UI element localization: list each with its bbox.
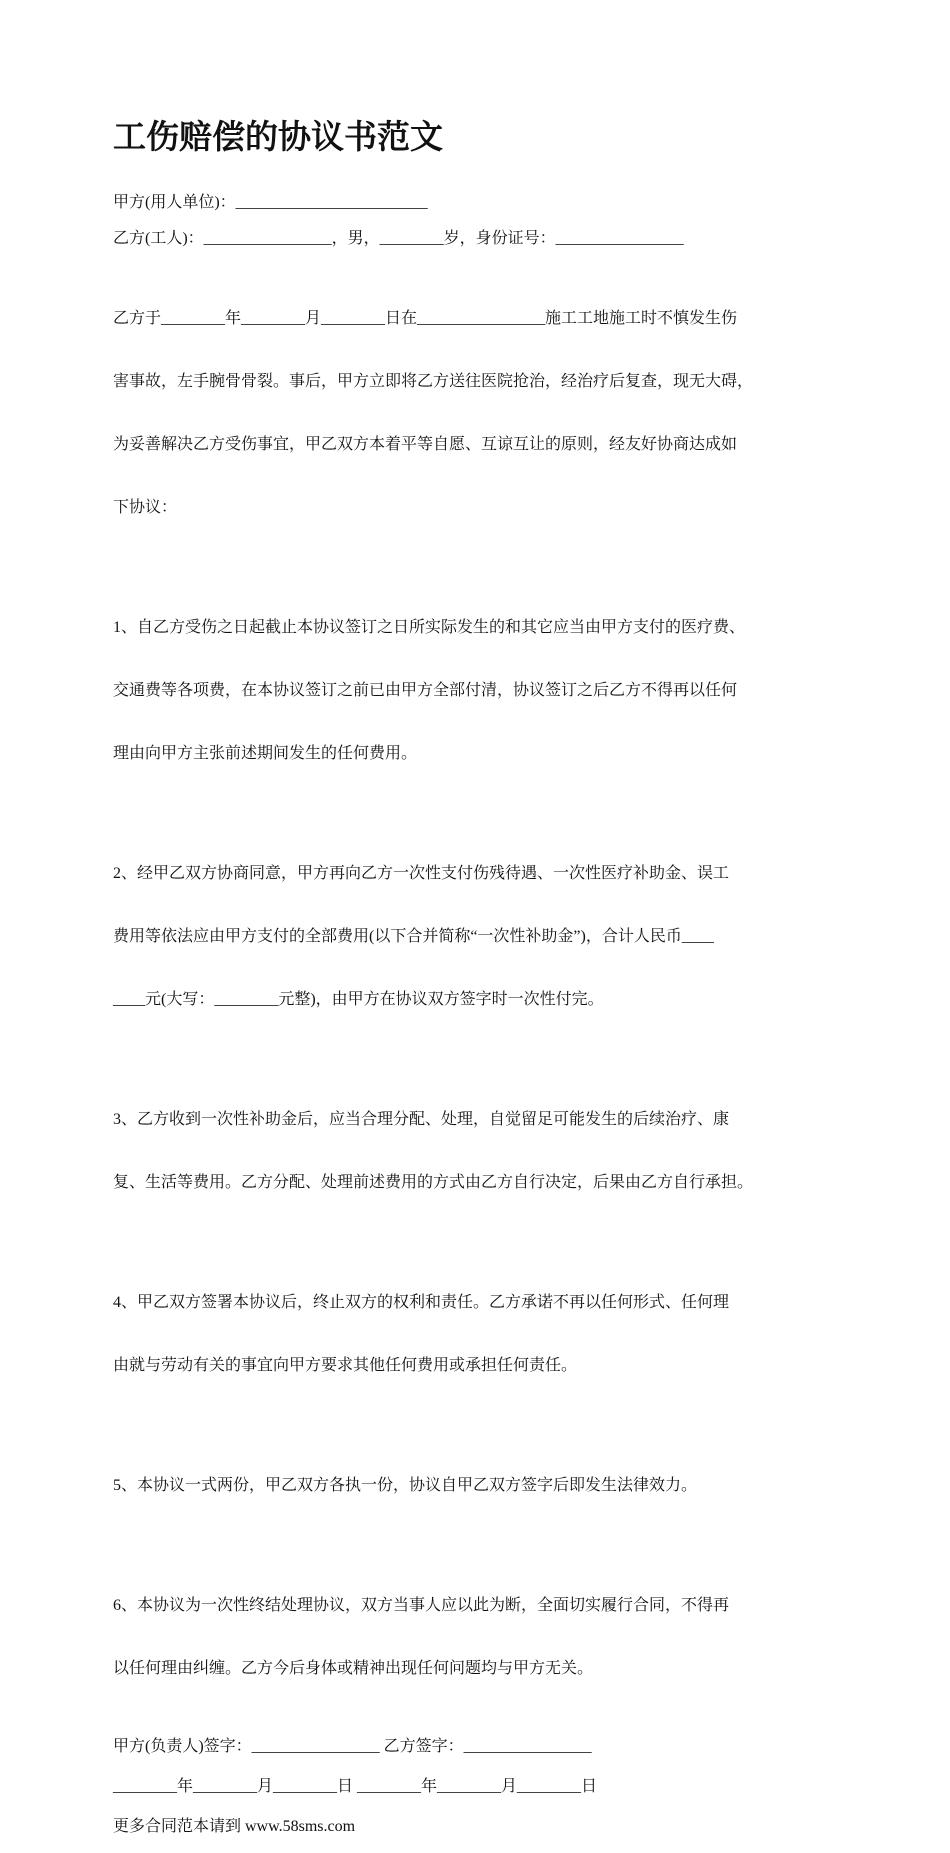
intro-paragraph [113,266,853,560]
intro-line: 为妥善解决乙方受伤事宜，甲乙双方本着平等自愿、互谅互让的原则，经友好协商达成如 [113,436,738,453]
clause-line: ____元(大写：________元整)，由甲方在协议双方签字时一次性付完。 [113,991,604,1008]
clause-line: 交通费等各项费，在本协议签订之前已由甲方全部付清，协议签订之后乙方不得再以任何 [113,682,738,699]
clause-line: 5、本协议一式两份，甲乙双方各执一份，协议自甲乙双方签字后即发生法律效力。 [113,1477,698,1494]
intro-line: 害事故，左手腕骨骨裂。事后，甲方立即将乙方送往医院抢治，经治疗后复查，现无大碍， [113,373,754,390]
clause-line: 以任何理由纠缠。乙方今后身体或精神出现任何问题均与甲方无关。 [113,1660,594,1677]
clause-6 [113,1553,853,1721]
clause-line: 理由向甲方主张前述期间发生的任何费用。 [113,745,418,762]
clause-line: 4、甲乙双方签署本协议后，终止双方的权利和责任。乙方承诺不再以任何形式、任何理 [113,1294,730,1311]
intro-line: 下协议： [113,499,178,516]
document-title: 工伤赔偿的协议书范文 [113,117,443,156]
intro-line: 乙方于________年________月________日在________________施工工地施工时不慎发生伤 [113,310,738,327]
clause-line: 2、经甲乙双方协商同意，甲方再向乙方一次性支付伤残待遇、一次性医疗补助金、误工 [113,865,730,882]
clause-5 [113,1433,853,1538]
clause-1 [113,575,853,806]
clause-line: 复、生活等费用。乙方分配、处理前述费用的方式由乙方自行决定，后果由乙方自行承担。 [113,1174,754,1191]
clause-line: 1、自乙方受伤之日起截止本协议签订之日所实际发生的和其它应当由甲方支付的医疗费、 [113,619,746,636]
clause-line: 费用等依法应由甲方支付的全部费用(以下合并简称“一次性补助金”)，合计人民币____ [113,928,714,945]
clause-line: 3、乙方收到一次性补助金后，应当合理分配、处理，自觉留足可能发生的后续治疗、康 [113,1111,730,1128]
document-page [113,112,853,1853]
clause-3 [113,1067,853,1235]
clause-4 [113,1250,853,1418]
clause-line: 6、本协议为一次性终结处理协议，双方当事人应以此为断，全面切实履行合同，不得再 [113,1597,730,1614]
footer-link-text: 更多合同范本请到 www.58sms.com [113,1818,356,1835]
party-b-line: 乙方(工人)：________________，男，________岁，身份证号：________________ [113,230,684,247]
clause-line: 由就与劳动有关的事宜向甲方要求其他任何费用或承担任何责任。 [113,1357,578,1374]
party-a-line: 甲方(用人单位)：________________________ [113,194,428,211]
signature-line: 甲方(负责人)签字：________________ 乙方签字：________________ [113,1738,592,1755]
date-line: ________年________月________日 ________年________月________日 [113,1778,598,1795]
clause-2 [113,821,853,1052]
